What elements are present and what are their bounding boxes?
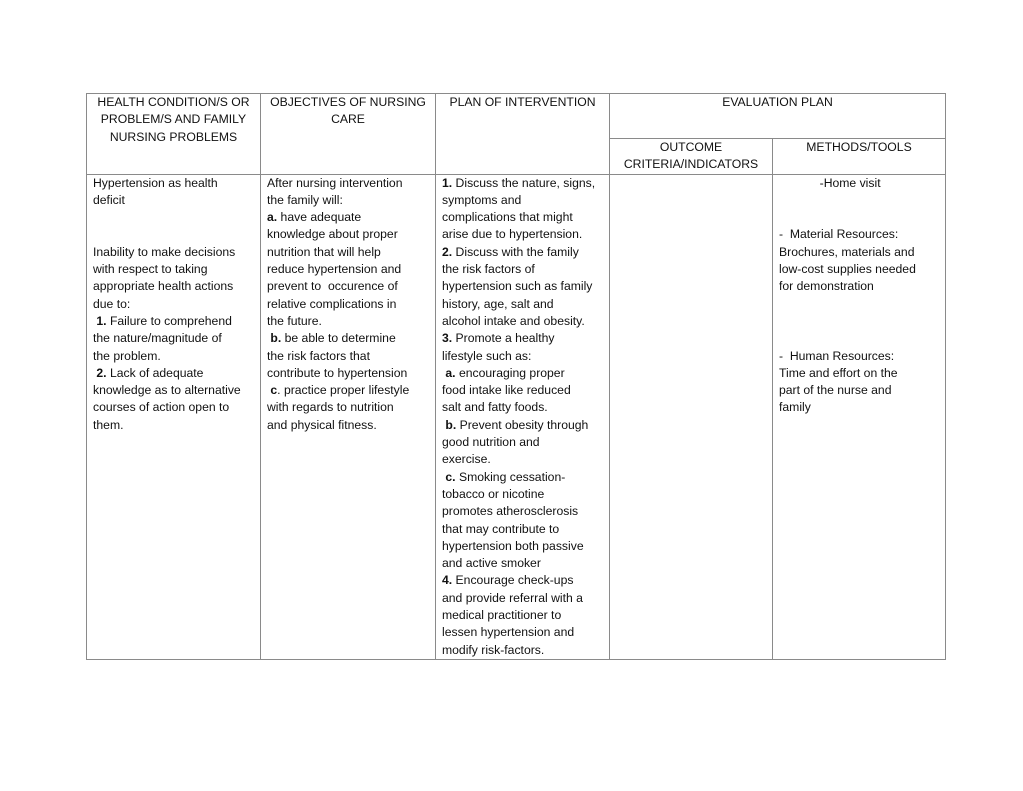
text-line <box>267 382 429 399</box>
plan-cell <box>436 174 610 659</box>
text-line <box>93 417 254 434</box>
objectives-cell <box>261 174 436 659</box>
text-line <box>442 192 603 209</box>
text-line <box>442 313 603 330</box>
header-line: NURSING PROBLEMS <box>109 129 238 144</box>
item-number: a. <box>267 210 278 225</box>
text-line <box>442 175 603 192</box>
line-text: Lack of adequate <box>106 365 204 380</box>
line-text: the family will: <box>267 192 343 207</box>
line-text: knowledge as to alternative <box>93 383 241 398</box>
text-line <box>442 209 603 226</box>
text-line <box>267 313 429 330</box>
text-line <box>267 399 429 416</box>
health-conditions-cell <box>87 174 261 659</box>
text-line <box>442 469 603 486</box>
line-text: nutrition that will help <box>267 244 381 259</box>
header-evaluation-plan-text: EVALUATION PLAN <box>722 95 833 109</box>
text-line <box>93 175 254 192</box>
item-number: 2. <box>93 365 107 380</box>
line-text: that may contribute to <box>442 521 560 536</box>
text-line <box>93 278 254 295</box>
text-line <box>267 330 429 347</box>
methods-text <box>779 175 939 417</box>
item-number: 3. <box>442 331 453 346</box>
line-text: reduce hypertension and <box>267 262 402 277</box>
text-line <box>442 365 603 382</box>
text-line <box>93 348 254 365</box>
objectives-text <box>267 175 429 434</box>
text-line <box>779 348 939 365</box>
text-line <box>442 296 603 313</box>
text-line <box>93 226 254 243</box>
text-line <box>779 175 939 192</box>
line-text: alcohol intake and obesity. <box>442 313 585 328</box>
text-line <box>267 192 429 209</box>
line-text: Smoking cessation- <box>455 469 566 484</box>
text-line <box>442 642 603 659</box>
line-text: Hypertension as health <box>93 175 218 190</box>
line-text: the future. <box>267 313 322 328</box>
text-line <box>442 417 603 434</box>
item-number: b. <box>267 331 282 346</box>
header-outcome <box>610 139 773 175</box>
line-text: and provide referral with a <box>442 590 583 605</box>
header-line: OBJECTIVES OF NURSING <box>270 95 426 109</box>
text-line <box>93 330 254 347</box>
header-methods-text: METHODS/TOOLS <box>806 140 912 154</box>
line-text: promotes atherosclerosis <box>442 504 579 519</box>
line-text: food intake like reduced <box>442 383 571 398</box>
text-line <box>93 313 254 330</box>
item-number: b. <box>442 417 457 432</box>
line-text: family <box>779 400 811 415</box>
line-text: lessen hypertension and <box>442 625 575 640</box>
line-text: and physical fitness. <box>267 417 377 432</box>
line-text: and active smoker <box>442 556 541 571</box>
text-line <box>267 261 429 278</box>
line-text: Discuss the nature, signs, <box>452 175 596 190</box>
header-line: PROBLEM/S AND FAMILY <box>100 112 247 127</box>
line-text: Failure to comprehend <box>106 313 232 328</box>
text-line <box>442 572 603 589</box>
plan-text <box>442 175 603 659</box>
text-line <box>267 226 429 243</box>
header-plan <box>436 94 610 175</box>
text-line <box>779 226 939 243</box>
item-number: 4. <box>442 573 453 588</box>
text-line <box>93 399 254 416</box>
line-text: Brochures, materials and <box>779 244 915 259</box>
header-line: CARE <box>331 112 365 127</box>
text-line <box>779 261 939 278</box>
text-line <box>93 261 254 278</box>
text-line <box>442 278 603 295</box>
text-line <box>93 209 254 226</box>
outcome-cell <box>610 174 773 659</box>
content-row <box>87 174 946 659</box>
text-line <box>442 624 603 641</box>
text-line <box>442 261 603 278</box>
header-line: PLAN OF INTERVENTION <box>449 95 596 109</box>
header-objectives-text <box>267 94 429 129</box>
line-text: - Human Resources: <box>779 348 895 363</box>
text-line <box>779 278 939 295</box>
header-health-conditions-text <box>93 94 254 146</box>
text-line <box>442 348 603 365</box>
header-line: HEALTH CONDITION/S OR <box>97 95 250 109</box>
text-line <box>442 486 603 503</box>
health-conditions-text <box>93 175 254 434</box>
header-plan-text <box>442 94 603 111</box>
line-text: with regards to nutrition <box>267 400 394 415</box>
line-text: part of the nurse and <box>779 383 892 398</box>
line-text: tobacco or nicotine <box>442 486 545 501</box>
text-line <box>442 555 603 572</box>
line-text: Promote a healthy <box>452 331 555 346</box>
text-line <box>442 607 603 624</box>
text-line <box>442 244 603 261</box>
text-line <box>442 434 603 451</box>
text-line <box>267 348 429 365</box>
text-line <box>442 382 603 399</box>
nursing-care-plan-table <box>86 93 946 660</box>
header-methods <box>773 139 946 175</box>
text-line <box>93 192 254 209</box>
line-text: appropriate health actions <box>93 279 234 294</box>
line-text: due to: <box>93 296 131 311</box>
text-line <box>442 399 603 416</box>
text-line <box>267 417 429 434</box>
line-text: Inability to make decisions <box>93 244 236 259</box>
line-text: the nature/magnitude of <box>93 331 222 346</box>
text-line <box>267 296 429 313</box>
text-line <box>779 209 939 226</box>
line-text: hypertension both passive <box>442 538 584 553</box>
line-text: exercise. <box>442 452 491 467</box>
line-text: medical practitioner to <box>442 608 562 623</box>
line-text: -Home visit <box>779 175 881 190</box>
line-text: good nutrition and <box>442 435 540 450</box>
line-text: low-cost supplies needed <box>779 262 916 277</box>
line-text: knowledge about proper <box>267 227 398 242</box>
text-line <box>779 365 939 382</box>
text-line <box>93 382 254 399</box>
line-text: relative complications in <box>267 296 397 311</box>
line-text: Discuss with the family <box>452 244 579 259</box>
text-line <box>779 382 939 399</box>
header-objectives <box>261 94 436 175</box>
item-number: 1. <box>442 175 453 190</box>
text-line <box>93 244 254 261</box>
item-number: c <box>267 383 278 398</box>
text-line <box>93 365 254 382</box>
line-text: be able to determine <box>281 331 396 346</box>
item-number: a. <box>442 365 456 380</box>
header-evaluation-plan <box>610 94 946 139</box>
text-line <box>779 313 939 330</box>
line-text: After nursing intervention <box>267 175 403 190</box>
text-line <box>442 538 603 555</box>
line-text: with respect to taking <box>93 262 208 277</box>
line-text: Prevent obesity through <box>456 417 589 432</box>
text-line <box>267 278 429 295</box>
line-text: have adequate <box>277 210 362 225</box>
text-line <box>267 175 429 192</box>
text-line <box>267 365 429 382</box>
text-line <box>267 209 429 226</box>
text-line <box>442 590 603 607</box>
line-text: courses of action open to <box>93 400 230 415</box>
text-line <box>779 399 939 416</box>
line-text: deficit <box>93 192 125 207</box>
line-text: the problem. <box>93 348 161 363</box>
line-text: symptoms and <box>442 192 522 207</box>
line-text: the risk factors that <box>267 348 370 363</box>
line-text: salt and fatty foods. <box>442 400 548 415</box>
text-line <box>779 296 939 313</box>
item-number: 2. <box>442 244 453 259</box>
text-line <box>442 521 603 538</box>
text-line <box>442 503 603 520</box>
text-line <box>442 226 603 243</box>
line-text: the risk factors of <box>442 262 535 277</box>
line-text: for demonstration <box>779 279 874 294</box>
line-text: arise due to hypertension. <box>442 227 583 242</box>
text-line <box>267 244 429 261</box>
line-text: Time and effort on the <box>779 365 898 380</box>
line-text: encouraging proper <box>455 365 565 380</box>
line-text: - Material Resources: <box>779 227 899 242</box>
text-line <box>779 244 939 261</box>
line-text: complications that might <box>442 210 573 225</box>
item-number: 1. <box>93 313 107 328</box>
line-text: them. <box>93 417 124 432</box>
text-line <box>93 296 254 313</box>
header-line: CRITERIA/INDICATORS <box>623 157 759 172</box>
line-text: history, age, salt and <box>442 296 554 311</box>
text-line <box>779 192 939 209</box>
line-text: contribute to hypertension <box>267 365 408 380</box>
item-number: c. <box>442 469 456 484</box>
header-health-conditions <box>87 94 261 175</box>
header-line: OUTCOME <box>659 140 723 154</box>
line-text: . practice proper lifestyle <box>277 383 410 398</box>
line-text: Encourage check-ups <box>452 573 574 588</box>
text-line <box>442 451 603 468</box>
line-text: prevent to occurence of <box>267 279 398 294</box>
line-text: lifestyle such as: <box>442 348 532 363</box>
line-text: hypertension such as family <box>442 279 593 294</box>
methods-cell <box>773 174 946 659</box>
line-text: modify risk-factors. <box>442 642 545 657</box>
header-outcome-text <box>616 139 766 174</box>
text-line <box>442 330 603 347</box>
text-line <box>779 330 939 347</box>
header-row <box>87 94 946 139</box>
